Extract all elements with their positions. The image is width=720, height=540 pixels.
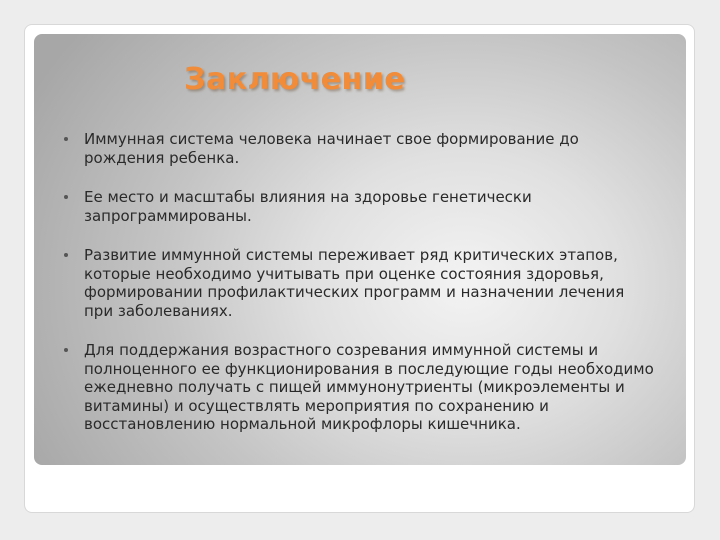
bullet-text: Ее место и масштабы влияния на здоровье генетически запрограммированы. — [84, 188, 532, 225]
slide-title: Заключение — [184, 62, 406, 97]
bullet-item — [58, 341, 658, 434]
bullet-text: Для поддержания возрастного созревания иммунной системы и полноценного ее функционирования в последующие годы необходимо ежедневно получать с пищей иммунонутриенты (микроэлементы и витамины) и осуществлять мероприятия по сохранению и восстановлению нормальной микрофлоры кишечника. — [84, 341, 654, 433]
bullet-dot-icon — [64, 348, 68, 352]
bullet-dot-icon — [64, 137, 68, 141]
bullet-dot-icon — [64, 253, 68, 257]
bullet-list — [58, 130, 658, 455]
bullet-item — [58, 130, 658, 167]
bullet-item — [58, 188, 658, 225]
bullet-item — [58, 246, 658, 320]
bullet-text: Иммунная система человека начинает свое формирование до рождения ребенка. — [84, 130, 579, 167]
bullet-dot-icon — [64, 195, 68, 199]
bullet-text: Развитие иммунной системы переживает ряд критических этапов, которые необходимо учитывать при оценке состояния здоровья, формировании профилактических программ и назначении лечения при заболеваниях. — [84, 246, 625, 320]
